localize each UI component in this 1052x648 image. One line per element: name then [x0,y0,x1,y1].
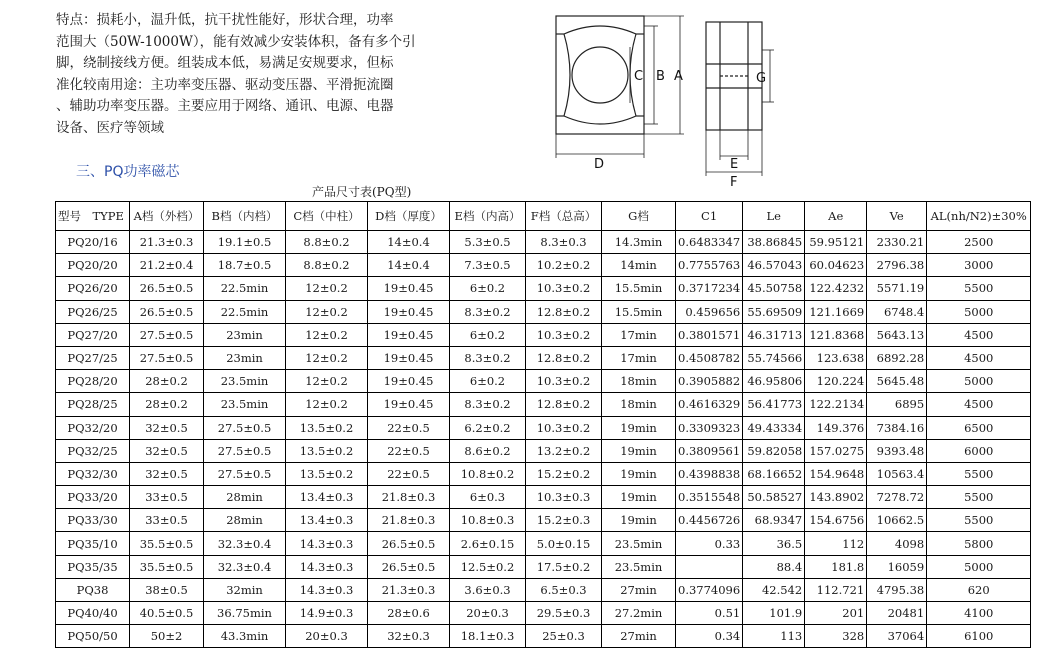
table-cell: 0.4456726 [676,509,743,532]
table-cell: 15.2±0.3 [526,509,602,532]
table-cell: 123.638 [805,346,867,369]
column-header: Ve [867,202,927,231]
table-cell: 12±0.2 [286,300,368,323]
table-cell: 43.3min [204,625,286,648]
column-header: E档（内高） [450,202,526,231]
column-header: Ae [805,202,867,231]
table-cell: 68.16652 [743,462,805,485]
table-cell: 17min [602,346,676,369]
table-cell: 0.3774096 [676,578,743,601]
table-row [56,277,1031,300]
table-body [56,231,1031,648]
table-cell: 20±0.3 [286,625,368,648]
table-row [56,578,1031,601]
column-header: G档 [602,202,676,231]
table-cell: 12±0.2 [286,370,368,393]
table-cell: 19±0.45 [368,370,450,393]
table-cell: 10563.4 [867,462,927,485]
table-cell: 59.95121 [805,231,867,254]
model-cell: PQ35/10 [56,532,130,555]
model-cell: PQ33/30 [56,509,130,532]
model-cell: PQ50/50 [56,625,130,648]
table-cell: 7278.72 [867,486,927,509]
model-cell: PQ20/20 [56,254,130,277]
pq-core-dimension-drawing [548,8,778,188]
table-cell: 19min [602,416,676,439]
model-cell: PQ27/25 [56,346,130,369]
table-cell: 18.7±0.5 [204,254,286,277]
table-cell: 5500 [927,509,1031,532]
column-header: AL(nh/N2)±30% [927,202,1031,231]
table-cell: 27.5±0.5 [130,323,204,346]
table-cell: 12±0.2 [286,277,368,300]
table-cell: 32±0.5 [130,462,204,485]
model-cell: PQ35/35 [56,555,130,578]
table-cell: 28±0.2 [130,393,204,416]
label-a: A [674,69,683,84]
table-cell: 50±2 [130,625,204,648]
table-row [56,254,1031,277]
table-cell: 46.57043 [743,254,805,277]
table-cell: 49.43334 [743,416,805,439]
column-header: D档（厚度） [368,202,450,231]
table-cell: 55.74566 [743,346,805,369]
table-cell: 0.4508782 [676,346,743,369]
table-cell: 2500 [927,231,1031,254]
table-cell: 21.3±0.3 [368,578,450,601]
table-cell: 35.5±0.5 [130,532,204,555]
table-cell: 27.5±0.5 [130,346,204,369]
table-cell: 12.8±0.2 [526,346,602,369]
table-cell: 20±0.3 [450,602,526,625]
table-cell: 32.3±0.4 [204,555,286,578]
table-cell: 0.33 [676,532,743,555]
table-cell: 8.8±0.2 [286,231,368,254]
table-cell: 12±0.2 [286,393,368,416]
table-cell: 5571.19 [867,277,927,300]
table-cell: 0.51 [676,602,743,625]
table-cell: 35.5±0.5 [130,555,204,578]
table-cell: 27min [602,578,676,601]
table-cell: 19±0.45 [368,323,450,346]
table-cell: 8.3±0.2 [450,393,526,416]
table-row [56,231,1031,254]
table-cell: 10.3±0.2 [526,323,602,346]
table-cell: 5643.13 [867,323,927,346]
table-cell: 10.3±0.2 [526,416,602,439]
table-cell: 5645.48 [867,370,927,393]
table-cell: 27.5±0.5 [204,462,286,485]
label-g: G [756,71,767,86]
table-cell: 27min [602,625,676,648]
table-cell: 2.6±0.15 [450,532,526,555]
table-cell: 17min [602,323,676,346]
column-header: C档（中柱） [286,202,368,231]
table-cell: 4100 [927,602,1031,625]
table-cell: 23min [204,346,286,369]
table-cell: 0.3309323 [676,416,743,439]
table-cell: 26.5±0.5 [368,555,450,578]
model-cell: PQ38 [56,578,130,601]
table-cell: 14.9±0.3 [286,602,368,625]
table-cell: 0.3801571 [676,323,743,346]
model-cell: PQ32/30 [56,462,130,485]
table-cell: 27.5±0.5 [204,416,286,439]
model-cell: PQ28/20 [56,370,130,393]
table-cell: 154.9648 [805,462,867,485]
table-cell: 14±0.4 [368,231,450,254]
table-row [56,323,1031,346]
table-cell: 6748.4 [867,300,927,323]
table-cell: 0.34 [676,625,743,648]
table-cell: 42.542 [743,578,805,601]
table-cell: 19±0.45 [368,346,450,369]
table-cell: 112.721 [805,578,867,601]
table-cell: 22.5min [204,300,286,323]
table-cell: 0.3905882 [676,370,743,393]
table-cell: 10.3±0.3 [526,486,602,509]
table-cell: 13.2±0.2 [526,439,602,462]
table-cell: 19min [602,462,676,485]
column-header: Le [743,202,805,231]
column-header: F档（总高） [526,202,602,231]
table-cell: 32±0.5 [130,439,204,462]
table-cell: 10.3±0.2 [526,370,602,393]
table-cell: 23.5min [204,370,286,393]
table-cell: 13.4±0.3 [286,486,368,509]
table-row [56,532,1031,555]
table-cell: 19min [602,439,676,462]
table-cell: 0.7755763 [676,254,743,277]
intro-line: 设备、医疗等领域 [56,119,164,136]
table-cell: 28±0.2 [130,370,204,393]
table-cell: 59.82058 [743,439,805,462]
table-cell: 22±0.5 [368,462,450,485]
pq-dimension-table [55,201,1031,648]
table-cell: 46.95806 [743,370,805,393]
table-cell: 13.4±0.3 [286,509,368,532]
table-cell: 33±0.5 [130,509,204,532]
table-cell: 5800 [927,532,1031,555]
table-cell: 22.5min [204,277,286,300]
model-cell: PQ20/16 [56,231,130,254]
table-cell: 27.2min [602,602,676,625]
table-cell: 0.3717234 [676,277,743,300]
table-cell: 0.4616329 [676,393,743,416]
table-cell: 5500 [927,277,1031,300]
table-cell: 6±0.3 [450,486,526,509]
table-cell: 14.3min [602,231,676,254]
table-cell: 22±0.5 [368,439,450,462]
table-cell: 12.8±0.2 [526,393,602,416]
table-cell: 3.6±0.3 [450,578,526,601]
table-cell: 4795.38 [867,578,927,601]
table-cell: 23min [204,323,286,346]
label-d: D [594,157,605,172]
table-cell: 154.6756 [805,509,867,532]
table-cell: 13.5±0.2 [286,462,368,485]
model-cell: PQ32/20 [56,416,130,439]
column-header: 型号 TYPE [56,202,130,231]
table-cell: 12±0.2 [286,346,368,369]
intro-line: 、辅助功率变压器。主要应用于网络、通讯、电源、电器 [56,98,394,115]
table-cell: 7384.16 [867,416,927,439]
table-cell: 5000 [927,370,1031,393]
table-cell: 32.3±0.4 [204,532,286,555]
table-cell: 6.5±0.3 [526,578,602,601]
table-cell: 28min [204,486,286,509]
table-cell: 23.5min [204,393,286,416]
table-cell: 6000 [927,439,1031,462]
table-cell: 33±0.5 [130,486,204,509]
table-cell: 88.4 [743,555,805,578]
table-cell: 5000 [927,555,1031,578]
table-cell: 37064 [867,625,927,648]
table-cell: 14min [602,254,676,277]
table-cell: 32±0.3 [368,625,450,648]
table-cell: 21.3±0.3 [130,231,204,254]
table-cell: 5000 [927,300,1031,323]
table-cell: 14.3±0.3 [286,532,368,555]
model-cell: PQ26/20 [56,277,130,300]
table-row [56,370,1031,393]
table-cell: 620 [927,578,1031,601]
table-cell: 328 [805,625,867,648]
table-cell: 8.3±0.2 [450,346,526,369]
label-e: E [730,157,739,172]
intro-paragraph [56,10,446,140]
table-cell: 101.9 [743,602,805,625]
table-cell: 38±0.5 [130,578,204,601]
table-cell: 8.6±0.2 [450,439,526,462]
intro-line: 特点：损耗小，温升低，抗干扰性能好，形状合理，功率 [56,12,394,28]
table-cell: 122.2134 [805,393,867,416]
table-row [56,625,1031,648]
table-cell: 122.4232 [805,277,867,300]
table-cell: 121.1669 [805,300,867,323]
table-cell: 14.3±0.3 [286,578,368,601]
table-row [56,555,1031,578]
table-cell: 32±0.5 [130,416,204,439]
table-cell: 4500 [927,346,1031,369]
table-cell: 0.3515548 [676,486,743,509]
table-cell: 40.5±0.5 [130,602,204,625]
table-cell: 19±0.45 [368,300,450,323]
table-cell: 50.58527 [743,486,805,509]
table-cell: 13.5±0.2 [286,439,368,462]
center-post [572,47,628,103]
table-cell: 27.5±0.5 [204,439,286,462]
table-cell: 4500 [927,323,1031,346]
model-cell: PQ26/25 [56,300,130,323]
table-cell: 46.31713 [743,323,805,346]
table-cell: 12.8±0.2 [526,300,602,323]
table-cell: 25±0.3 [526,625,602,648]
table-cell: 149.376 [805,416,867,439]
core-side-outline [706,22,762,130]
table-cell: 2330.21 [867,231,927,254]
table-cell: 21.8±0.3 [368,486,450,509]
table-cell: 16059 [867,555,927,578]
table-cell: 6500 [927,416,1031,439]
column-header: C1 [676,202,743,231]
table-cell: 36.75min [204,602,286,625]
table-cell: 6895 [867,393,927,416]
label-c: C [634,69,644,84]
table-cell: 15.2±0.2 [526,462,602,485]
table-cell: 68.9347 [743,509,805,532]
table-cell: 3000 [927,254,1031,277]
table-cell: 23.5min [602,555,676,578]
table-row [56,602,1031,625]
table-cell: 5.0±0.15 [526,532,602,555]
table-cell: 21.8±0.3 [368,509,450,532]
table-row [56,416,1031,439]
table-cell: 7.3±0.5 [450,254,526,277]
table-cell: 18.1±0.3 [450,625,526,648]
table-cell: 10.8±0.2 [450,462,526,485]
table-cell: 8.3±0.2 [450,300,526,323]
model-cell: PQ32/25 [56,439,130,462]
table-cell: 12.5±0.2 [450,555,526,578]
table-cell: 201 [805,602,867,625]
intro-line: 脚，绕制接线方便。组装成本低，易满足安规要求，但标 [56,55,394,72]
core-front-outline [556,16,644,134]
intro-line: 准化较南用途：主功率变压器、驱动变压器、平滑扼流圈 [56,76,394,93]
table-cell: 26.5±0.5 [368,532,450,555]
table-cell: 5500 [927,486,1031,509]
table-cell: 56.41773 [743,393,805,416]
table-cell: 19±0.45 [368,393,450,416]
table-cell: 28±0.6 [368,602,450,625]
table-header-row [56,202,1031,231]
table-cell: 0.3809561 [676,439,743,462]
table-cell: 19.1±0.5 [204,231,286,254]
table-cell: 2796.38 [867,254,927,277]
table-cell: 4500 [927,393,1031,416]
table-cell: 26.5±0.5 [130,277,204,300]
table-cell: 6.2±0.2 [450,416,526,439]
table-cell: 55.69509 [743,300,805,323]
table-row [56,439,1031,462]
label-f: F [730,175,738,188]
table-cell: 181.8 [805,555,867,578]
table-cell: 8.3±0.3 [526,231,602,254]
table-cell: 6892.28 [867,346,927,369]
table-cell: 26.5±0.5 [130,300,204,323]
table-cell: 19min [602,509,676,532]
table-cell: 14±0.4 [368,254,450,277]
table-cell [676,555,743,578]
table-cell: 6±0.2 [450,277,526,300]
table-cell: 120.224 [805,370,867,393]
table-row [56,486,1031,509]
table-cell: 112 [805,532,867,555]
table-cell: 45.50758 [743,277,805,300]
table-row [56,393,1031,416]
table-cell: 38.86845 [743,231,805,254]
table-cell: 15.5min [602,300,676,323]
table-row [56,346,1031,369]
model-cell: PQ40/40 [56,602,130,625]
table-cell: 18min [602,393,676,416]
table-cell: 18min [602,370,676,393]
table-cell: 21.2±0.4 [130,254,204,277]
table-cell: 17.5±0.2 [526,555,602,578]
table-cell: 12±0.2 [286,323,368,346]
table-cell: 5.3±0.5 [450,231,526,254]
model-cell: PQ27/20 [56,323,130,346]
table-cell: 6±0.2 [450,370,526,393]
table-cell: 5500 [927,462,1031,485]
table-cell: 36.5 [743,532,805,555]
table-cell: 4098 [867,532,927,555]
model-cell: PQ28/25 [56,393,130,416]
table-cell: 157.0275 [805,439,867,462]
table-cell: 29.5±0.3 [526,602,602,625]
table-row [56,300,1031,323]
table-cell: 10.2±0.2 [526,254,602,277]
table-cell: 15.5min [602,277,676,300]
model-cell: PQ33/20 [56,486,130,509]
table-cell: 6±0.2 [450,323,526,346]
table-cell: 10.3±0.2 [526,277,602,300]
intro-line: 范围大（50W-1000W），能有效减少安装体积，备有多个引 [56,33,416,50]
table-cell: 22±0.5 [368,416,450,439]
table-cell: 14.3±0.3 [286,555,368,578]
table-cell: 28min [204,509,286,532]
section-title: 三、PQ功率磁芯 [76,164,180,180]
table-cell: 0.4398838 [676,462,743,485]
table-cell: 143.8902 [805,486,867,509]
table-cell: 10.8±0.3 [450,509,526,532]
table-cell: 10662.5 [867,509,927,532]
table-cell: 6100 [927,625,1031,648]
column-header: B档（内档） [204,202,286,231]
table-cell: 121.8368 [805,323,867,346]
table-cell: 32min [204,578,286,601]
table-cell: 9393.48 [867,439,927,462]
table-cell: 20481 [867,602,927,625]
table-cell: 19min [602,486,676,509]
table-caption: 产品尺寸表(PQ型) [312,185,412,199]
table-cell: 60.04623 [805,254,867,277]
table-cell: 13.5±0.2 [286,416,368,439]
column-header: A档（外档） [130,202,204,231]
table-cell: 0.6483347 [676,231,743,254]
table-cell: 0.459656 [676,300,743,323]
table-cell: 19±0.45 [368,277,450,300]
table-cell: 8.8±0.2 [286,254,368,277]
table-cell: 113 [743,625,805,648]
table-row [56,462,1031,485]
table-cell: 23.5min [602,532,676,555]
label-b: B [656,69,665,84]
table-row [56,509,1031,532]
